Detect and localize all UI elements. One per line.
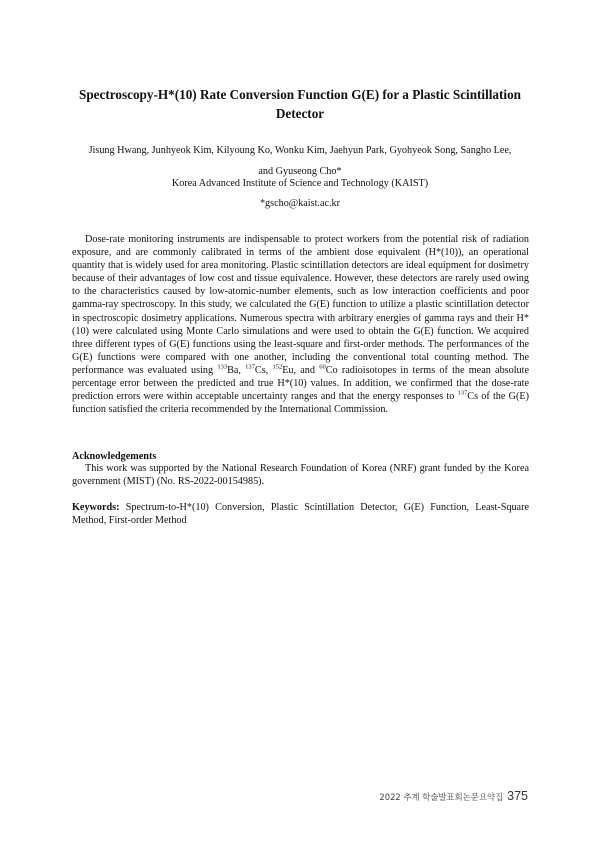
author-list-line-1: Jisung Hwang, Junhyeok Kim, Kilyoung Ko, Wonku Kim, Jaehyun Park, Gyohyeok Song, Sangho Lee,: [88, 145, 512, 156]
abstract-text: Co radioisotopes in terms of the mean absolute percentage error between the predicted and true H*(10) values. In addition, we confirmed that the dose-rate prediction errors were within acceptable uncertainty ranges and that the energy responses to: [72, 364, 529, 403]
author-list-line-2: and Gyuseong Cho*: [258, 166, 342, 177]
abstract-text: Eu, and: [282, 364, 320, 376]
keywords-text: Spectrum-to-H*(10) Conversion, Plastic Scintillation Detector, G(E) Function, Least-Square Method, First-order Method: [72, 502, 529, 527]
corresponding-email: *gscho@kaist.ac.kr: [259, 198, 341, 209]
page-number: 375: [507, 789, 528, 803]
isotope-mass-number: 152: [272, 363, 283, 371]
acknowledgements-heading: Acknowledgements: [72, 451, 157, 462]
acknowledgements-text: This work was supported by the National Research Foundation of Korea (NRF) grant funded by the Korea government (MIST) (No. RS-2022-00154985).: [72, 463, 529, 488]
journal-name: 2022 추계 학술발표회논문요약집: [379, 792, 504, 802]
isotope-mass-number: 137: [457, 389, 468, 397]
isotope-mass-number: 133: [217, 363, 228, 371]
isotope-mass-number: 137: [245, 363, 255, 371]
abstract-text: Cs of the G(E) function satisfied the criteria recommended by the International Commission.: [72, 391, 529, 416]
paper-title: Spectroscopy-H*(10) Rate Conversion Function G(E) for a Plastic Scintillation Detector: [79, 87, 521, 121]
keywords-label: Keywords:: [72, 502, 120, 513]
abstract-paragraph: [72, 233, 529, 416]
abstract-text: Ba,: [227, 364, 246, 376]
isotope-mass-number: 60: [319, 363, 326, 371]
page-footer: [379, 789, 528, 803]
abstract-text: Dose-rate monitoring instruments are indispensable to protect workers from the potential risk of radiation exposure, and are commonly calibrated in terms of the ambient dose equivalent (H*(10)), an operational quantity that is widely used for area monitoring. Plastic scintillation detectors are ideal equipment for dosimetry because of their advantages of low cost and tissue equivalence. However, these detectors are rarely used owing to the characteristics caused by low-atomic-number elements, such as low interaction coefficients and poor gamma-ray spectroscopy. In this study, we calculated the G(E) function to utilize a plastic scintillation detector in spectroscopic dosimetry applications. Numerous spectra with arbitrary energies of gamma rays and their H*(10) were calculated using Monte Carlo simulations and were used to obtain the G(E) function. We acquired three different types of G(E) functions using the least-square and first-order methods. The performances of the G(E) functions were compared with one another, including the conventional total counting method. The performance was evaluated using: [72, 234, 529, 376]
keywords-paragraph: [72, 501, 529, 527]
abstract-text: Cs,: [254, 364, 273, 376]
affiliation: Korea Advanced Institute of Science and Technology (KAIST): [171, 178, 429, 189]
